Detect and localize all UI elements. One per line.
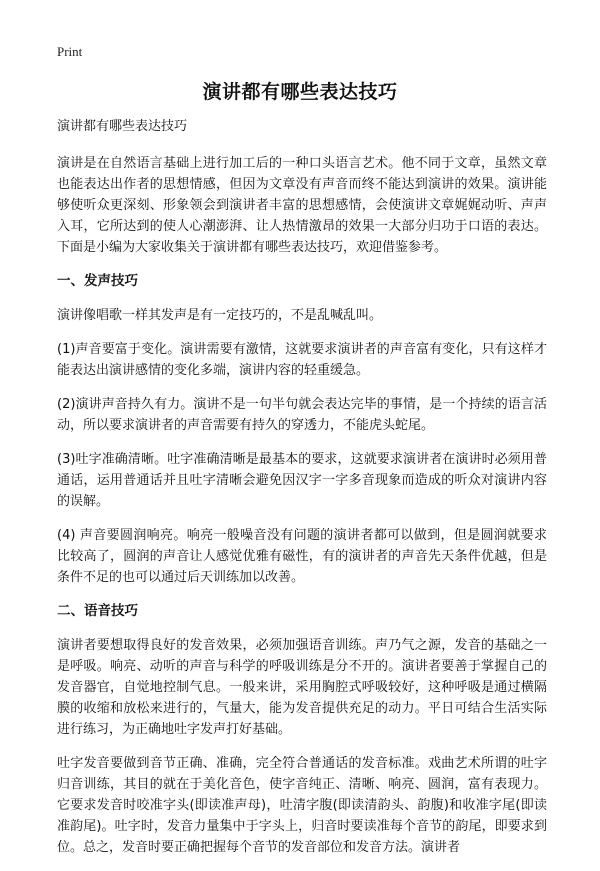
page-title: 演讲都有哪些表达技巧: [202, 81, 398, 103]
subtitle: 演讲都有哪些表达技巧: [57, 119, 188, 134]
section-heading-voice: 一、发声技巧: [57, 273, 138, 289]
article-body: [57, 116, 547, 871]
print-link[interactable]: Print: [57, 44, 83, 59]
intro-paragraph: 演讲是在自然语言基础上进行加工后的一种口头语言艺术。他不同于文章，虽然文章也能表达出作者的思想情感，但因为文章没有声音而终不能达到演讲的效果。演讲能够使听众更深刻、形象领会到演讲者丰富的思想感情，会使演讲文章娓娓动听、声声入耳，它所达到的使人心潮澎湃、让人热情激昂的效果一大部分归功于口语的表达。下面是小编为大家收集关于演讲都有哪些表达技巧，欢迎借鉴参考。: [57, 156, 547, 255]
list-item: (4) 声音要圆润响亮。响亮一般噪音没有问题的演讲者都可以做到，但是圆润就要求比较高了，圆润的声音让人感觉优雅有磁性，有的演讲者的声音先天条件优越，但是条件不足的也可以通过后天训练加以改善。: [57, 528, 547, 585]
list-item: (1)声音要富于变化。演讲需要有激情，这就要求演讲者的声音富有变化，只有这样才能表达出演讲感情的变化多端，演讲内容的轻重缓急。: [57, 342, 547, 378]
paragraph: 演讲像唱歌一样其发声是有一定技巧的，不是乱喊乱叫。: [57, 308, 383, 323]
section-heading-pronunciation: 二、语音技巧: [57, 603, 138, 619]
list-item: (3)吐字准确清晰。吐字准确清晰是最基本的要求，这就要求演讲者在演讲时必须用普通话，运用普通话并且吐字清晰会避免因汉字一字多音现象而造成的听众对演讲内容的误解。: [57, 452, 547, 509]
list-item: (2)演讲声音持久有力。演讲不是一句半句就会表达完毕的事情，是一个持续的语言活动，所以要求演讲者的声音需要有持久的穿透力，不能虎头蛇尾。: [57, 397, 547, 433]
paragraph: 吐字发音要做到音节正确、准确，完全符合普通话的发音标准。戏曲艺术所谓的吐字归音训练，其目的就在于美化音色，使字音纯正、清晰、响亮、圆润，富有表现力。它要求发音时咬准字头(即读准声母)，吐清字腹(即读清韵头、韵腹)和收准字尾(即读准韵尾)。吐字时，发音力量集中于字头上，归音时要读准每个音节的韵尾，即要求到位。总之，发音时要正确把握每个音节的发音部位和发音方法。演讲者: [57, 756, 547, 855]
paragraph: 演讲者要想取得良好的发音效果，必须加强语音训练。声乃气之源，发音的基础之一是呼吸。响亮、动听的声音与科学的呼吸训练是分不开的。演讲者要善于掌握自己的发音器官，自觉地控制气息。一般来讲，采用胸腔式呼吸较好，这种呼吸是通过横隔膜的收缩和放松来进行的，气量大，能为发音提供充足的动力。平日可结合生活实际进行练习，为正确地吐字发声打好基础。: [57, 638, 547, 737]
